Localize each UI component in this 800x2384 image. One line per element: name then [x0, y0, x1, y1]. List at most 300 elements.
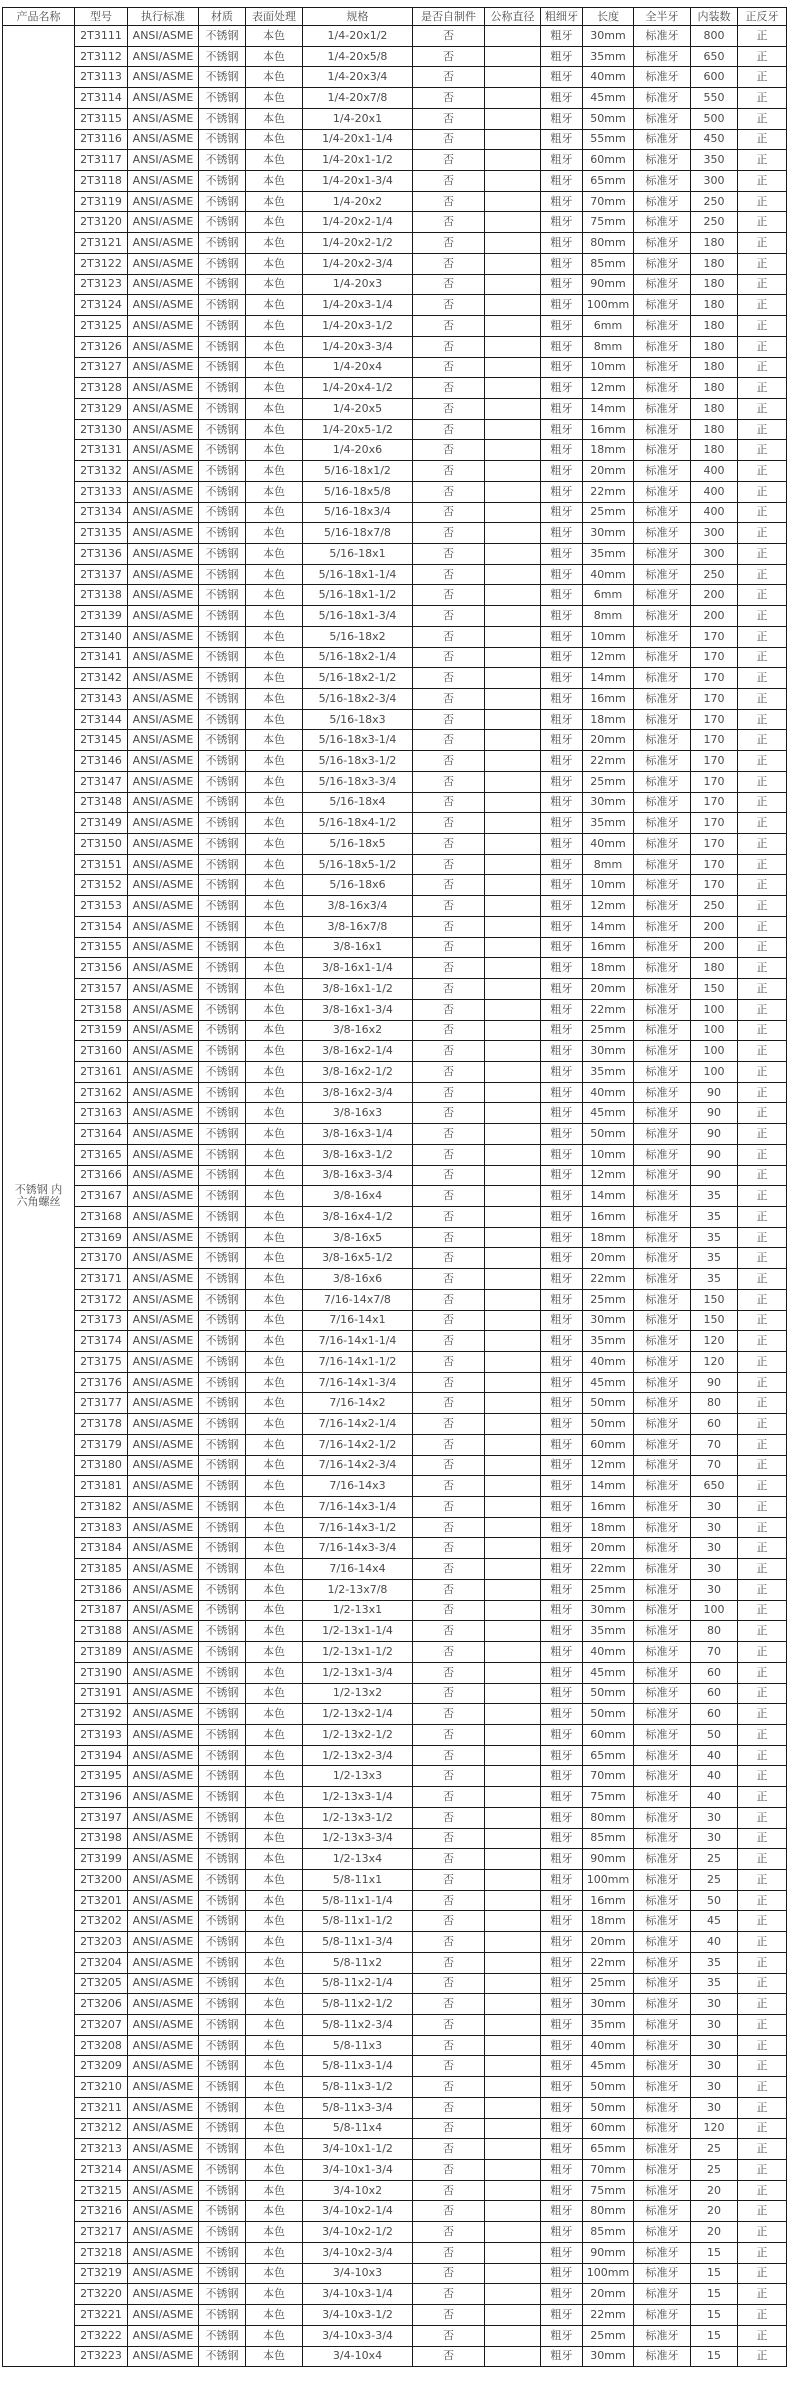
nominal-diameter-cell — [485, 378, 541, 399]
standard-cell: ANSI/ASME — [128, 2284, 199, 2305]
table-row — [3, 440, 787, 461]
thread-pitch-cell: 粗牙 — [541, 1724, 583, 1745]
self-made-cell: 否 — [413, 2242, 485, 2263]
table-row — [3, 336, 787, 357]
model-cell: 2T3171 — [75, 1269, 128, 1290]
length-cell: 85mm — [583, 253, 634, 274]
model-cell: 2T3213 — [75, 2139, 128, 2160]
thread-type-cell: 标准牙 — [634, 461, 691, 482]
spec-cell: 5/16-18x7/8 — [303, 523, 413, 544]
standard-cell: ANSI/ASME — [128, 2056, 199, 2077]
thread-type-cell: 标准牙 — [634, 1621, 691, 1642]
thread-pitch-cell: 粗牙 — [541, 1476, 583, 1497]
standard-cell: ANSI/ASME — [128, 1393, 199, 1414]
nominal-diameter-cell — [485, 647, 541, 668]
standard-cell: ANSI/ASME — [128, 336, 199, 357]
thread-type-cell: 标准牙 — [634, 1973, 691, 1994]
thread-direction-cell: 正 — [738, 1683, 787, 1704]
self-made-cell: 否 — [413, 1724, 485, 1745]
spec-cell: 7/16-14x7/8 — [303, 1289, 413, 1310]
spec-cell: 3/4-10x2 — [303, 2180, 413, 2201]
standard-cell: ANSI/ASME — [128, 1724, 199, 1745]
spec-cell: 3/4-10x3-1/4 — [303, 2284, 413, 2305]
thread-direction-cell: 正 — [738, 108, 787, 129]
model-cell: 2T3198 — [75, 1828, 128, 1849]
length-cell: 50mm — [583, 1393, 634, 1414]
table-row — [3, 1890, 787, 1911]
spec-cell: 5/8-11x2-3/4 — [303, 2015, 413, 2036]
self-made-cell: 否 — [413, 2346, 485, 2367]
thread-type-cell: 标准牙 — [634, 2305, 691, 2326]
thread-pitch-cell: 粗牙 — [541, 2077, 583, 2098]
qty-cell: 30 — [691, 1559, 738, 1580]
length-cell: 60mm — [583, 150, 634, 171]
material-cell: 不锈钢 — [199, 999, 246, 1020]
self-made-cell: 否 — [413, 1372, 485, 1393]
self-made-cell: 否 — [413, 1994, 485, 2015]
thread-direction-cell: 正 — [738, 2118, 787, 2139]
standard-cell: ANSI/ASME — [128, 502, 199, 523]
surface-cell: 本色 — [246, 481, 303, 502]
model-cell: 2T3181 — [75, 1476, 128, 1497]
standard-cell: ANSI/ASME — [128, 1662, 199, 1683]
standard-cell: ANSI/ASME — [128, 1932, 199, 1953]
thread-pitch-cell: 粗牙 — [541, 1352, 583, 1373]
table-row — [3, 233, 787, 254]
table-row — [3, 378, 787, 399]
surface-cell: 本色 — [246, 1248, 303, 1269]
self-made-cell: 否 — [413, 2077, 485, 2098]
table-row — [3, 2346, 787, 2367]
material-cell: 不锈钢 — [199, 357, 246, 378]
surface-cell: 本色 — [246, 2346, 303, 2367]
thread-type-cell: 标准牙 — [634, 1642, 691, 1663]
material-cell: 不锈钢 — [199, 2056, 246, 2077]
material-cell: 不锈钢 — [199, 88, 246, 109]
model-cell: 2T3207 — [75, 2015, 128, 2036]
length-cell: 90mm — [583, 2242, 634, 2263]
standard-cell: ANSI/ASME — [128, 1434, 199, 1455]
surface-cell: 本色 — [246, 1704, 303, 1725]
thread-type-cell: 标准牙 — [634, 2222, 691, 2243]
length-cell: 45mm — [583, 1103, 634, 1124]
standard-cell: ANSI/ASME — [128, 233, 199, 254]
thread-type-cell: 标准牙 — [634, 1248, 691, 1269]
model-cell: 2T3223 — [75, 2346, 128, 2367]
length-cell: 12mm — [583, 1165, 634, 1186]
spec-cell: 3/4-10x2-3/4 — [303, 2242, 413, 2263]
thread-pitch-cell: 粗牙 — [541, 1331, 583, 1352]
length-cell: 100mm — [583, 295, 634, 316]
thread-type-cell: 标准牙 — [634, 1144, 691, 1165]
table-row — [3, 2139, 787, 2160]
thread-type-cell: 标准牙 — [634, 1704, 691, 1725]
thread-direction-cell: 正 — [738, 129, 787, 150]
model-cell: 2T3141 — [75, 647, 128, 668]
thread-type-cell: 标准牙 — [634, 916, 691, 937]
material-cell: 不锈钢 — [199, 1476, 246, 1497]
surface-cell: 本色 — [246, 1952, 303, 1973]
self-made-cell: 否 — [413, 689, 485, 710]
self-made-cell: 否 — [413, 357, 485, 378]
nominal-diameter-cell — [485, 67, 541, 88]
thread-pitch-cell: 粗牙 — [541, 46, 583, 67]
thread-type-cell: 标准牙 — [634, 1020, 691, 1041]
table-row — [3, 751, 787, 772]
table-row — [3, 2056, 787, 2077]
nominal-diameter-cell — [485, 2056, 541, 2077]
material-cell: 不锈钢 — [199, 647, 246, 668]
qty-cell: 170 — [691, 854, 738, 875]
nominal-diameter-cell — [485, 1787, 541, 1808]
standard-cell: ANSI/ASME — [128, 1310, 199, 1331]
thread-direction-cell: 正 — [738, 481, 787, 502]
model-cell: 2T3138 — [75, 585, 128, 606]
thread-pitch-cell: 粗牙 — [541, 2160, 583, 2181]
self-made-cell: 否 — [413, 1869, 485, 1890]
length-cell: 80mm — [583, 1807, 634, 1828]
nominal-diameter-cell — [485, 1952, 541, 1973]
standard-cell: ANSI/ASME — [128, 1124, 199, 1145]
self-made-cell: 否 — [413, 2180, 485, 2201]
surface-cell: 本色 — [246, 1497, 303, 1518]
qty-cell: 600 — [691, 67, 738, 88]
table-row — [3, 543, 787, 564]
standard-cell: ANSI/ASME — [128, 2015, 199, 2036]
length-cell: 14mm — [583, 916, 634, 937]
thread-pitch-cell: 粗牙 — [541, 1952, 583, 1973]
qty-cell: 15 — [691, 2242, 738, 2263]
nominal-diameter-cell — [485, 316, 541, 337]
thread-type-cell: 标准牙 — [634, 1165, 691, 1186]
thread-pitch-cell: 粗牙 — [541, 709, 583, 730]
spec-cell: 7/16-14x4 — [303, 1559, 413, 1580]
nominal-diameter-cell — [485, 2035, 541, 2056]
thread-type-cell: 标准牙 — [634, 1372, 691, 1393]
model-cell: 2T3209 — [75, 2056, 128, 2077]
spec-cell: 3/8-16x3-1/2 — [303, 1144, 413, 1165]
thread-type-cell: 标准牙 — [634, 2035, 691, 2056]
standard-cell: ANSI/ASME — [128, 2118, 199, 2139]
thread-direction-cell: 正 — [738, 2325, 787, 2346]
model-cell: 2T3222 — [75, 2325, 128, 2346]
nominal-diameter-cell — [485, 171, 541, 192]
length-cell: 45mm — [583, 1662, 634, 1683]
thread-type-cell: 标准牙 — [634, 2346, 691, 2367]
qty-cell: 80 — [691, 1621, 738, 1642]
thread-type-cell: 标准牙 — [634, 440, 691, 461]
standard-cell: ANSI/ASME — [128, 129, 199, 150]
nominal-diameter-cell — [485, 1372, 541, 1393]
material-cell: 不锈钢 — [199, 67, 246, 88]
qty-cell: 450 — [691, 129, 738, 150]
model-cell: 2T3179 — [75, 1434, 128, 1455]
table-row — [3, 1600, 787, 1621]
material-cell: 不锈钢 — [199, 171, 246, 192]
qty-cell: 30 — [691, 1517, 738, 1538]
table-row — [3, 1952, 787, 1973]
spec-cell: 3/8-16x2 — [303, 1020, 413, 1041]
length-cell: 70mm — [583, 191, 634, 212]
thread-pitch-cell: 粗牙 — [541, 1600, 583, 1621]
standard-cell: ANSI/ASME — [128, 1994, 199, 2015]
qty-cell: 350 — [691, 150, 738, 171]
standard-cell: ANSI/ASME — [128, 1020, 199, 1041]
spec-cell: 1/4-20x4 — [303, 357, 413, 378]
material-cell: 不锈钢 — [199, 2118, 246, 2139]
thread-direction-cell: 正 — [738, 1994, 787, 2015]
nominal-diameter-cell — [485, 585, 541, 606]
spec-cell: 7/16-14x2-1/2 — [303, 1434, 413, 1455]
length-cell: 25mm — [583, 1020, 634, 1041]
model-cell: 2T3167 — [75, 1186, 128, 1207]
self-made-cell: 否 — [413, 647, 485, 668]
thread-direction-cell: 正 — [738, 1061, 787, 1082]
standard-cell: ANSI/ASME — [128, 1103, 199, 1124]
table-row — [3, 1579, 787, 1600]
nominal-diameter-cell — [485, 896, 541, 917]
length-cell: 10mm — [583, 626, 634, 647]
thread-type-cell: 标准牙 — [634, 1932, 691, 1953]
qty-cell: 25 — [691, 1849, 738, 1870]
col-header-qty: 内装数 — [691, 8, 738, 26]
standard-cell: ANSI/ASME — [128, 1082, 199, 1103]
self-made-cell: 否 — [413, 709, 485, 730]
self-made-cell: 否 — [413, 1310, 485, 1331]
table-row — [3, 150, 787, 171]
product-spec-table — [2, 7, 787, 2367]
self-made-cell: 否 — [413, 1517, 485, 1538]
qty-cell: 100 — [691, 1041, 738, 1062]
standard-cell: ANSI/ASME — [128, 1683, 199, 1704]
table-row — [3, 26, 787, 47]
thread-direction-cell: 正 — [738, 730, 787, 751]
length-cell: 30mm — [583, 523, 634, 544]
model-cell: 2T3143 — [75, 689, 128, 710]
nominal-diameter-cell — [485, 398, 541, 419]
material-cell: 不锈钢 — [199, 751, 246, 772]
self-made-cell: 否 — [413, 792, 485, 813]
qty-cell: 30 — [691, 2035, 738, 2056]
thread-pitch-cell: 粗牙 — [541, 1973, 583, 1994]
material-cell: 不锈钢 — [199, 875, 246, 896]
nominal-diameter-cell — [485, 1082, 541, 1103]
thread-direction-cell: 正 — [738, 1186, 787, 1207]
thread-pitch-cell: 粗牙 — [541, 1310, 583, 1331]
thread-pitch-cell: 粗牙 — [541, 212, 583, 233]
thread-pitch-cell: 粗牙 — [541, 1372, 583, 1393]
model-cell: 2T3221 — [75, 2305, 128, 2326]
qty-cell: 30 — [691, 1538, 738, 1559]
surface-cell: 本色 — [246, 2139, 303, 2160]
material-cell: 不锈钢 — [199, 1911, 246, 1932]
thread-direction-cell: 正 — [738, 2077, 787, 2098]
spec-cell: 1/2-13x2-3/4 — [303, 1745, 413, 1766]
self-made-cell: 否 — [413, 730, 485, 751]
qty-cell: 300 — [691, 523, 738, 544]
model-cell: 2T3208 — [75, 2035, 128, 2056]
self-made-cell: 否 — [413, 564, 485, 585]
thread-direction-cell: 正 — [738, 295, 787, 316]
standard-cell: ANSI/ASME — [128, 1352, 199, 1373]
surface-cell: 本色 — [246, 2077, 303, 2098]
thread-pitch-cell: 粗牙 — [541, 1828, 583, 1849]
qty-cell: 20 — [691, 2201, 738, 2222]
spec-cell: 1/4-20x2 — [303, 191, 413, 212]
nominal-diameter-cell — [485, 958, 541, 979]
qty-cell: 15 — [691, 2346, 738, 2367]
table-row — [3, 813, 787, 834]
spec-cell: 1/2-13x2 — [303, 1683, 413, 1704]
thread-direction-cell: 正 — [738, 585, 787, 606]
nominal-diameter-cell — [485, 2222, 541, 2243]
thread-pitch-cell: 粗牙 — [541, 2325, 583, 2346]
model-cell: 2T3111 — [75, 26, 128, 47]
qty-cell: 500 — [691, 108, 738, 129]
surface-cell: 本色 — [246, 88, 303, 109]
length-cell: 35mm — [583, 1621, 634, 1642]
surface-cell: 本色 — [246, 626, 303, 647]
self-made-cell: 否 — [413, 1621, 485, 1642]
surface-cell: 本色 — [246, 2222, 303, 2243]
thread-pitch-cell: 粗牙 — [541, 2056, 583, 2077]
table-row — [3, 1227, 787, 1248]
material-cell: 不锈钢 — [199, 46, 246, 67]
thread-type-cell: 标准牙 — [634, 2201, 691, 2222]
length-cell: 30mm — [583, 1994, 634, 2015]
thread-pitch-cell: 粗牙 — [541, 999, 583, 1020]
nominal-diameter-cell — [485, 233, 541, 254]
qty-cell: 300 — [691, 543, 738, 564]
thread-direction-cell: 正 — [738, 1828, 787, 1849]
material-cell: 不锈钢 — [199, 233, 246, 254]
nominal-diameter-cell — [485, 1061, 541, 1082]
thread-pitch-cell: 粗牙 — [541, 1890, 583, 1911]
standard-cell: ANSI/ASME — [128, 543, 199, 564]
material-cell: 不锈钢 — [199, 1165, 246, 1186]
thread-direction-cell: 正 — [738, 253, 787, 274]
standard-cell: ANSI/ASME — [128, 1828, 199, 1849]
model-cell: 2T3218 — [75, 2242, 128, 2263]
table-row — [3, 854, 787, 875]
material-cell: 不锈钢 — [199, 1538, 246, 1559]
nominal-diameter-cell — [485, 2325, 541, 2346]
length-cell: 22mm — [583, 999, 634, 1020]
table-row — [3, 316, 787, 337]
self-made-cell: 否 — [413, 253, 485, 274]
thread-direction-cell: 正 — [738, 1579, 787, 1600]
nominal-diameter-cell — [485, 357, 541, 378]
material-cell: 不锈钢 — [199, 1310, 246, 1331]
nominal-diameter-cell — [485, 1434, 541, 1455]
qty-cell: 550 — [691, 88, 738, 109]
thread-direction-cell: 正 — [738, 274, 787, 295]
thread-pitch-cell: 粗牙 — [541, 668, 583, 689]
model-cell: 2T3166 — [75, 1165, 128, 1186]
nominal-diameter-cell — [485, 771, 541, 792]
surface-cell: 本色 — [246, 2305, 303, 2326]
thread-pitch-cell: 粗牙 — [541, 1414, 583, 1435]
model-cell: 2T3119 — [75, 191, 128, 212]
header-row — [3, 8, 787, 26]
thread-type-cell: 标准牙 — [634, 1289, 691, 1310]
thread-direction-cell: 正 — [738, 378, 787, 399]
standard-cell: ANSI/ASME — [128, 1061, 199, 1082]
length-cell: 85mm — [583, 1828, 634, 1849]
length-cell: 10mm — [583, 875, 634, 896]
spec-cell: 1/4-20x6 — [303, 440, 413, 461]
spec-cell: 5/16-18x3 — [303, 709, 413, 730]
model-cell: 2T3125 — [75, 316, 128, 337]
thread-pitch-cell: 粗牙 — [541, 751, 583, 772]
thread-type-cell: 标准牙 — [634, 1787, 691, 1808]
self-made-cell: 否 — [413, 543, 485, 564]
thread-type-cell: 标准牙 — [634, 1517, 691, 1538]
thread-direction-cell: 正 — [738, 875, 787, 896]
surface-cell: 本色 — [246, 606, 303, 627]
model-cell: 2T3128 — [75, 378, 128, 399]
length-cell: 60mm — [583, 2118, 634, 2139]
col-header-thread-type: 全半牙 — [634, 8, 691, 26]
surface-cell: 本色 — [246, 1476, 303, 1497]
spec-cell: 1/4-20x1-1/4 — [303, 129, 413, 150]
length-cell: 50mm — [583, 1704, 634, 1725]
nominal-diameter-cell — [485, 999, 541, 1020]
standard-cell: ANSI/ASME — [128, 2139, 199, 2160]
thread-pitch-cell: 粗牙 — [541, 730, 583, 751]
length-cell: 22mm — [583, 1559, 634, 1580]
qty-cell: 30 — [691, 1828, 738, 1849]
material-cell: 不锈钢 — [199, 253, 246, 274]
qty-cell: 25 — [691, 2139, 738, 2160]
length-cell: 18mm — [583, 958, 634, 979]
nominal-diameter-cell — [485, 834, 541, 855]
standard-cell: ANSI/ASME — [128, 2222, 199, 2243]
table-row — [3, 1994, 787, 2015]
self-made-cell: 否 — [413, 1600, 485, 1621]
table-row — [3, 647, 787, 668]
self-made-cell: 否 — [413, 1061, 485, 1082]
nominal-diameter-cell — [485, 2284, 541, 2305]
thread-pitch-cell: 粗牙 — [541, 1559, 583, 1580]
nominal-diameter-cell — [485, 1869, 541, 1890]
length-cell: 35mm — [583, 2015, 634, 2036]
surface-cell: 本色 — [246, 2201, 303, 2222]
thread-direction-cell: 正 — [738, 233, 787, 254]
material-cell: 不锈钢 — [199, 896, 246, 917]
model-cell: 2T3169 — [75, 1227, 128, 1248]
standard-cell: ANSI/ASME — [128, 564, 199, 585]
surface-cell: 本色 — [246, 792, 303, 813]
model-cell: 2T3120 — [75, 212, 128, 233]
thread-direction-cell: 正 — [738, 1869, 787, 1890]
surface-cell: 本色 — [246, 212, 303, 233]
thread-type-cell: 标准牙 — [634, 108, 691, 129]
table-row — [3, 1020, 787, 1041]
nominal-diameter-cell — [485, 1476, 541, 1497]
standard-cell: ANSI/ASME — [128, 668, 199, 689]
material-cell: 不锈钢 — [199, 1352, 246, 1373]
thread-pitch-cell: 粗牙 — [541, 771, 583, 792]
spec-cell: 1/4-20x1/2 — [303, 26, 413, 47]
thread-pitch-cell: 粗牙 — [541, 2015, 583, 2036]
thread-type-cell: 标准牙 — [634, 668, 691, 689]
model-cell: 2T3123 — [75, 274, 128, 295]
length-cell: 16mm — [583, 689, 634, 710]
material-cell: 不锈钢 — [199, 481, 246, 502]
self-made-cell: 否 — [413, 2139, 485, 2160]
thread-direction-cell: 正 — [738, 1973, 787, 1994]
